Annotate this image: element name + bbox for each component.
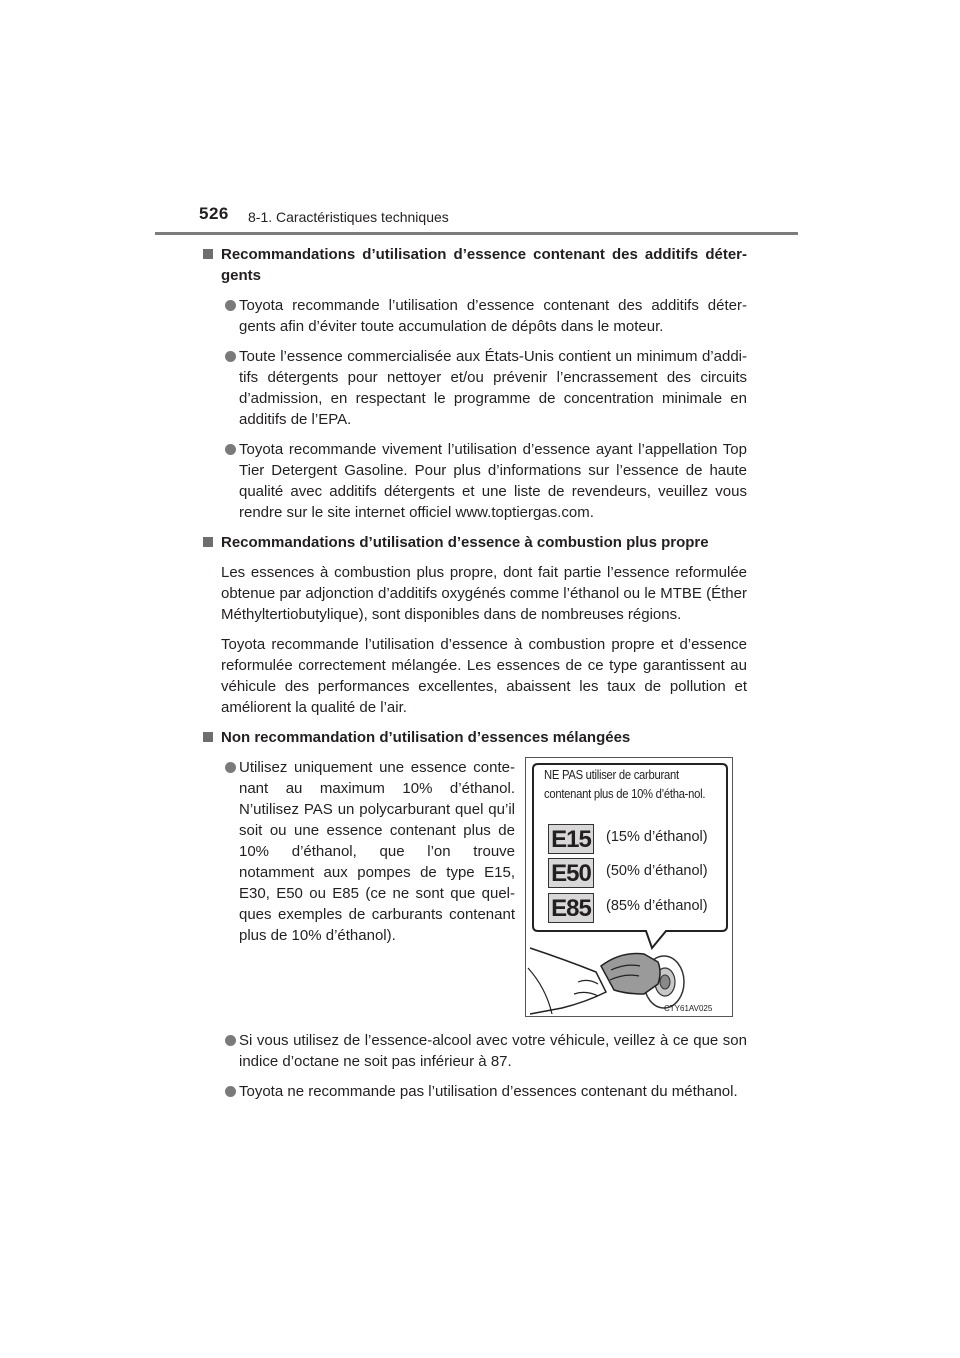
paragraph: Les essences à combustion plus propre, dont fait partie l’essence reformulée obtenue par adjonction d’additifs oxygénés comme l’éthanol ou le MTBE (Éther Méthyltertiobutylique), sont disponibles dans de nombreuses régions. <box>221 564 747 623</box>
fuel-badge: E85 <box>548 893 594 923</box>
section-title: 8-1. Caractéristiques techniques <box>248 209 449 225</box>
list-item <box>199 1081 747 1102</box>
list-item-text: Toute l’essence commercialisée aux États-Unis contient un minimum d’addi-tifs détergents pour nettoyer et/ou prévenir l’encrassement des circuits d’admission, en respectant le programme de concentration minimale en additifs de l’EPA. <box>239 348 747 428</box>
fuel-badge: E15 <box>548 824 594 854</box>
page-content <box>199 244 747 1111</box>
heading-text: Recommandations d’utilisation d’essence contenant des additifs déter-gents <box>221 246 747 284</box>
list-item-text: Utilisez uniquement une essence conte-nant au maximum 10% d’éthanol. N’utilisez PAS un polycarburant quel qu’il soit ou une essence contenant plus de 10% d’éthanol, que l’on trouve notamment aux pompes de type E15, E30, E50 ou E85 (ce ne sont que quel-ques exemples de carburants contenant plus de 10% d’éthanol). <box>239 759 515 944</box>
square-bullet-icon <box>203 537 213 547</box>
bullet-with-figure <box>199 757 747 1021</box>
section-heading <box>199 244 747 286</box>
list-item-text: Toyota recommande vivement l’utilisation d’essence ayant l’appellation Top Tier Detergent Gasoline. Pour plus d’informations sur l’essence de haute qualité avec additifs détergents et une liste de revendeurs, veuillez vous rendre sur le site internet officiel www.toptiergas.com. <box>239 441 747 521</box>
round-bullet-icon <box>225 351 236 362</box>
fuel-description: (15% d’éthanol) <box>606 829 708 845</box>
round-bullet-icon <box>225 300 236 311</box>
list-item-text: Toyota ne recommande pas l’utilisation d’essences contenant du méthanol. <box>239 1083 738 1100</box>
list-item-text: Si vous utilisez de l’essence-alcool avec votre véhicule, veillez à ce que son indice d’octane ne soit pas inférieur à 87. <box>239 1032 747 1070</box>
round-bullet-icon <box>225 1035 236 1046</box>
fuel-warning-figure <box>525 757 733 1017</box>
section-heading <box>199 727 747 748</box>
square-bullet-icon <box>203 249 213 259</box>
page-number: 526 <box>199 204 229 223</box>
header-divider <box>155 232 798 235</box>
warning-text: NE PAS utiliser de carburant contenant plus de 10% d’étha-nol. <box>544 768 706 801</box>
round-bullet-icon <box>225 1086 236 1097</box>
list-item-text: Toyota recommande l’utilisation d’essence contenant des additifs déter-gents afin d’éviter toute accumulation de dépôts dans le moteur. <box>239 297 747 335</box>
fuel-description: (50% d’éthanol) <box>606 863 708 879</box>
fuel-description: (85% d’éthanol) <box>606 898 708 914</box>
round-bullet-icon <box>225 444 236 455</box>
fuel-badge: E50 <box>548 858 594 888</box>
section-heading <box>199 532 747 553</box>
heading-text: Recommandations d’utilisation d’essence à combustion plus propre <box>221 534 709 551</box>
square-bullet-icon <box>203 732 213 742</box>
list-item <box>199 757 515 946</box>
list-item <box>199 295 747 337</box>
round-bullet-icon <box>225 762 236 773</box>
list-item <box>199 1030 747 1072</box>
figure-code: CTY61AV025 <box>664 1004 713 1013</box>
heading-text: Non recommandation d’utilisation d’essences mélangées <box>221 729 631 746</box>
list-item <box>199 346 747 430</box>
paragraph: Toyota recommande l’utilisation d’essence à combustion propre et d’essence reformulée correctement mélangée. Les essences de ce type garantissent au véhicule des performances excellentes, abaissent les taux de pollution et améliorent la qualité de l’air. <box>221 636 747 716</box>
list-item <box>199 439 747 523</box>
